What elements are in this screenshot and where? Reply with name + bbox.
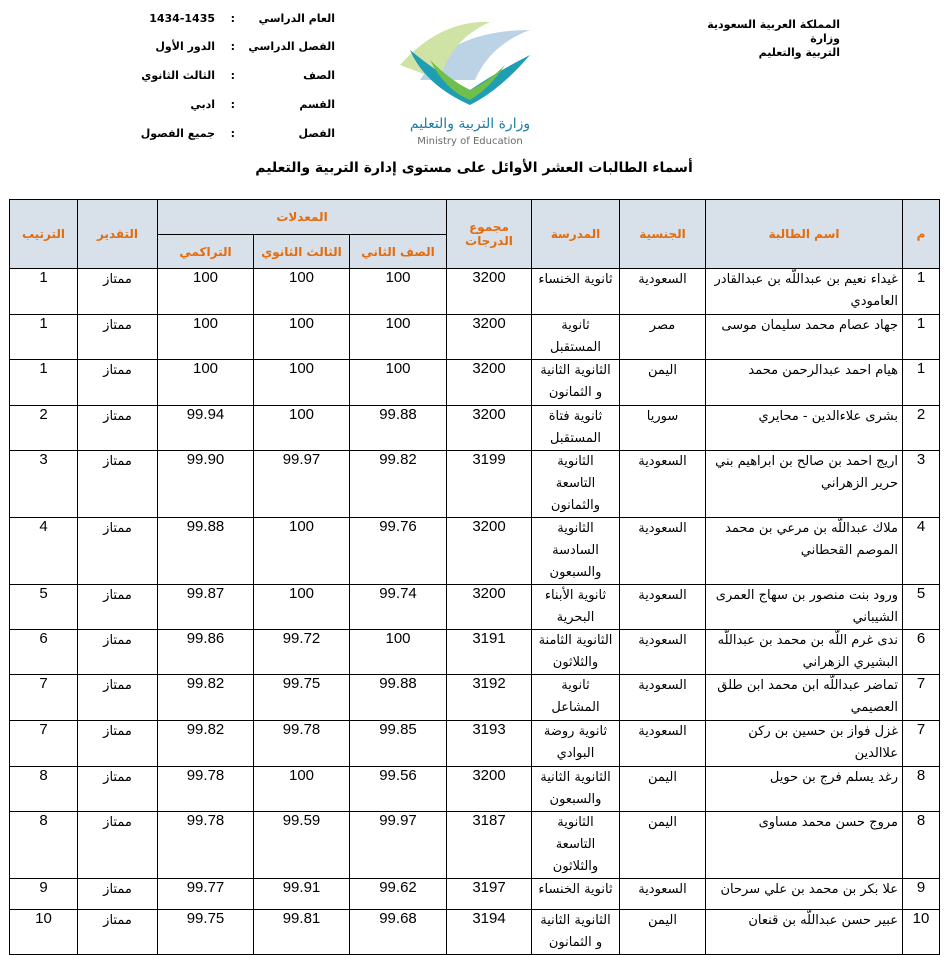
header-total: مجموع الدرجات xyxy=(447,200,532,269)
nationality-cell: السعودية xyxy=(620,630,706,675)
total-cell: 3192 xyxy=(447,675,532,721)
grade-cell: ممتاز xyxy=(78,910,158,955)
student-name-cell: ورود بنت منصور بن سهاج العمرى الشيباني xyxy=(706,585,903,630)
m-cell: 9 xyxy=(903,879,940,910)
header-name: اسم الطالبة xyxy=(706,200,903,269)
school-cell: الثانوية الثانية و الثمانون xyxy=(532,910,620,955)
nationality-cell: السعودية xyxy=(620,585,706,630)
total-cell: 3200 xyxy=(447,585,532,630)
student-name-cell: جهاد عصام محمد سليمان موسى xyxy=(706,315,903,360)
total-cell: 3200 xyxy=(447,269,532,315)
school-cell: الثانوية السادسة والسبعون xyxy=(532,518,620,585)
total-cell: 3200 xyxy=(447,518,532,585)
third-secondary-cell: 100 xyxy=(254,518,350,585)
rank-cell: 7 xyxy=(10,721,78,767)
student-name-cell: مروج حسن محمد مساوى xyxy=(706,812,903,879)
table-row xyxy=(10,269,940,315)
third-secondary-cell: 99.59 xyxy=(254,812,350,879)
total-cell: 3193 xyxy=(447,721,532,767)
results-table xyxy=(9,199,940,955)
cumulative-cell: 100 xyxy=(158,269,254,315)
nationality-cell: اليمن xyxy=(620,360,706,406)
second-grade-cell: 100 xyxy=(350,630,447,675)
info-row-class xyxy=(135,127,335,143)
cumulative-cell: 99.88 xyxy=(158,518,254,585)
rank-cell: 4 xyxy=(10,518,78,585)
m-cell: 1 xyxy=(903,269,940,315)
table-row xyxy=(10,721,940,767)
school-cell: ثانوية الخنساء xyxy=(532,879,620,910)
student-name-cell: ملاك عبداللّه بن مرعي بن محمد الموصم القحطاني xyxy=(706,518,903,585)
grade-cell: ممتاز xyxy=(78,406,158,451)
header-school: المدرسة xyxy=(532,200,620,269)
m-cell: 1 xyxy=(903,360,940,406)
table-row xyxy=(10,360,940,406)
student-name-cell: تماضر عبداللّه ابن محمد ابن طلق العصيمي xyxy=(706,675,903,721)
cumulative-cell: 99.75 xyxy=(158,910,254,955)
m-cell: 7 xyxy=(903,675,940,721)
grade-cell: ممتاز xyxy=(78,269,158,315)
student-name-cell: غيداء نعيم بن عبداللّه بن عبدالقادر العامودي xyxy=(706,269,903,315)
second-grade-cell: 99.82 xyxy=(350,451,447,518)
table-row xyxy=(10,675,940,721)
third-secondary-cell: 99.72 xyxy=(254,630,350,675)
student-name-cell: اريج احمد بن صالح بن ابراهيم بني حرير الزهراني xyxy=(706,451,903,518)
info-label: الصف xyxy=(303,69,335,82)
m-cell: 4 xyxy=(903,518,940,585)
table-row xyxy=(10,518,940,585)
school-cell: ثانوية الأبناء البحرية xyxy=(532,585,620,630)
school-cell: ثانوية الخنساء xyxy=(532,269,620,315)
m-cell: 7 xyxy=(903,721,940,767)
info-value: ادبي xyxy=(190,98,215,111)
cumulative-cell: 100 xyxy=(158,360,254,406)
second-grade-cell: 100 xyxy=(350,360,447,406)
info-value: 1434-1435 xyxy=(149,12,215,25)
header-m: م xyxy=(903,200,940,269)
school-cell: الثانوية الثانية والسبعون xyxy=(532,767,620,812)
table-row xyxy=(10,812,940,879)
m-cell: 6 xyxy=(903,630,940,675)
info-colon: : xyxy=(230,69,235,82)
second-grade-cell: 99.62 xyxy=(350,879,447,910)
ministry-header xyxy=(690,18,840,60)
rank-cell: 1 xyxy=(10,315,78,360)
cumulative-cell: 99.82 xyxy=(158,721,254,767)
cumulative-cell: 99.87 xyxy=(158,585,254,630)
total-cell: 3199 xyxy=(447,451,532,518)
table-row xyxy=(10,451,940,518)
header-rank: الترتيب xyxy=(10,200,78,269)
cumulative-cell: 99.78 xyxy=(158,812,254,879)
table-row xyxy=(10,879,940,910)
second-grade-cell: 99.76 xyxy=(350,518,447,585)
grade-cell: ممتاز xyxy=(78,360,158,406)
m-cell: 1 xyxy=(903,315,940,360)
grade-cell: ممتاز xyxy=(78,675,158,721)
info-row-term xyxy=(135,40,335,56)
table-row xyxy=(10,910,940,955)
header-cumulative: التراكمي xyxy=(158,235,254,269)
rank-cell: 8 xyxy=(10,767,78,812)
cumulative-cell: 99.86 xyxy=(158,630,254,675)
info-colon: : xyxy=(230,98,235,111)
nationality-cell: سوريا xyxy=(620,406,706,451)
rank-cell: 2 xyxy=(10,406,78,451)
total-cell: 3200 xyxy=(447,360,532,406)
third-secondary-cell: 100 xyxy=(254,585,350,630)
nationality-cell: السعودية xyxy=(620,879,706,910)
nationality-cell: السعودية xyxy=(620,451,706,518)
total-cell: 3194 xyxy=(447,910,532,955)
info-colon: : xyxy=(230,12,235,25)
cumulative-cell: 99.77 xyxy=(158,879,254,910)
rank-cell: 5 xyxy=(10,585,78,630)
grade-cell: ممتاز xyxy=(78,585,158,630)
total-cell: 3200 xyxy=(447,767,532,812)
rank-cell: 3 xyxy=(10,451,78,518)
ministry-logo xyxy=(380,10,560,152)
grade-cell: ممتاز xyxy=(78,518,158,585)
header-third-secondary: الثالث الثانوي xyxy=(254,235,350,269)
nationality-cell: اليمن xyxy=(620,767,706,812)
table-row xyxy=(10,767,940,812)
info-label: الفصل الدراسي xyxy=(248,40,335,53)
student-name-cell: علا بكر بن محمد بن علي سرحان xyxy=(706,879,903,910)
info-colon: : xyxy=(230,127,235,140)
third-secondary-cell: 100 xyxy=(254,269,350,315)
table-row xyxy=(10,630,940,675)
student-name-cell: غزل فواز بن حسين بن ركن علاالدين xyxy=(706,721,903,767)
school-cell: ثانوية فتاة المستقبل xyxy=(532,406,620,451)
grade-cell: ممتاز xyxy=(78,315,158,360)
rank-cell: 1 xyxy=(10,360,78,406)
student-name-cell: عبير حسن عبداللّه بن قنعان xyxy=(706,910,903,955)
table-row xyxy=(10,315,940,360)
table-row xyxy=(10,585,940,630)
second-grade-cell: 99.88 xyxy=(350,675,447,721)
total-cell: 3200 xyxy=(447,406,532,451)
third-secondary-cell: 99.75 xyxy=(254,675,350,721)
total-cell: 3191 xyxy=(447,630,532,675)
third-secondary-cell: 100 xyxy=(254,360,350,406)
rank-cell: 1 xyxy=(10,269,78,315)
cumulative-cell: 100 xyxy=(158,315,254,360)
rank-cell: 6 xyxy=(10,630,78,675)
total-cell: 3187 xyxy=(447,812,532,879)
student-name-cell: رغد يسلم فرج بن حويل xyxy=(706,767,903,812)
m-cell: 10 xyxy=(903,910,940,955)
cumulative-cell: 99.94 xyxy=(158,406,254,451)
info-label: العام الدراسي xyxy=(258,12,335,25)
second-grade-cell: 99.68 xyxy=(350,910,447,955)
second-grade-cell: 99.97 xyxy=(350,812,447,879)
third-secondary-cell: 99.91 xyxy=(254,879,350,910)
nationality-cell: السعودية xyxy=(620,721,706,767)
school-cell: ثانوية روضة البوادي xyxy=(532,721,620,767)
second-grade-cell: 99.85 xyxy=(350,721,447,767)
grade-cell: ممتاز xyxy=(78,721,158,767)
m-cell: 5 xyxy=(903,585,940,630)
second-grade-cell: 100 xyxy=(350,315,447,360)
third-secondary-cell: 99.78 xyxy=(254,721,350,767)
student-name-cell: هيام احمد عبدالرحمن محمد xyxy=(706,360,903,406)
info-row-year xyxy=(135,12,335,28)
school-cell: ثانوية المستقبل xyxy=(532,315,620,360)
rank-cell: 7 xyxy=(10,675,78,721)
rank-cell: 9 xyxy=(10,879,78,910)
header-grade: التقدير xyxy=(78,200,158,269)
school-cell: الثانوية التاسعة والثمانون xyxy=(532,451,620,518)
m-cell: 3 xyxy=(903,451,940,518)
header-nationality: الجنسية xyxy=(620,200,706,269)
third-secondary-cell: 100 xyxy=(254,406,350,451)
student-name-cell: بشرى علاءالدين - محايري xyxy=(706,406,903,451)
grade-cell: ممتاز xyxy=(78,879,158,910)
second-grade-cell: 100 xyxy=(350,269,447,315)
second-grade-cell: 99.88 xyxy=(350,406,447,451)
rank-cell: 10 xyxy=(10,910,78,955)
student-name-cell: ندى غرم اللّه بن محمد بن عبداللّه البشيري الزهراني xyxy=(706,630,903,675)
nationality-cell: السعودية xyxy=(620,675,706,721)
ministry-line-1: المملكة العربية السعودية وزارة xyxy=(707,18,840,45)
cumulative-cell: 99.82 xyxy=(158,675,254,721)
info-value: الدور الأول xyxy=(155,40,215,53)
document-title: أسماء الطالبات العشر الأوائل على مستوى إدارة التربية والتعليم xyxy=(255,160,693,176)
third-secondary-cell: 99.81 xyxy=(254,910,350,955)
school-cell: الثانوية الثامنة والثلاثون xyxy=(532,630,620,675)
cumulative-cell: 99.90 xyxy=(158,451,254,518)
second-grade-cell: 99.74 xyxy=(350,585,447,630)
info-value: الثالث الثانوي xyxy=(141,69,215,82)
grade-cell: ممتاز xyxy=(78,451,158,518)
school-cell: ثانوية المشاعل xyxy=(532,675,620,721)
info-row-grade xyxy=(135,69,335,85)
grade-cell: ممتاز xyxy=(78,630,158,675)
school-cell: الثانوية التاسعة والثلاثون xyxy=(532,812,620,879)
third-secondary-cell: 99.97 xyxy=(254,451,350,518)
grade-cell: ممتاز xyxy=(78,812,158,879)
nationality-cell: السعودية xyxy=(620,518,706,585)
m-cell: 8 xyxy=(903,767,940,812)
header-averages: المعدلات xyxy=(158,200,447,235)
table-row xyxy=(10,406,940,451)
nationality-cell: اليمن xyxy=(620,812,706,879)
info-colon: : xyxy=(230,40,235,53)
third-secondary-cell: 100 xyxy=(254,767,350,812)
info-row-section xyxy=(135,98,335,114)
ministry-line-2: التربية والتعليم xyxy=(758,46,840,59)
total-cell: 3197 xyxy=(447,879,532,910)
second-grade-cell: 99.56 xyxy=(350,767,447,812)
third-secondary-cell: 100 xyxy=(254,315,350,360)
cumulative-cell: 99.78 xyxy=(158,767,254,812)
info-value: جميع الفصول xyxy=(140,127,215,140)
info-label: الفصل xyxy=(298,127,335,140)
total-cell: 3200 xyxy=(447,315,532,360)
m-cell: 2 xyxy=(903,406,940,451)
nationality-cell: السعودية xyxy=(620,269,706,315)
nationality-cell: اليمن xyxy=(620,910,706,955)
nationality-cell: مصر xyxy=(620,315,706,360)
m-cell: 8 xyxy=(903,812,940,879)
school-cell: الثانوية الثانية و الثمانون xyxy=(532,360,620,406)
logo-english-text: Ministry of Education xyxy=(417,136,523,147)
rank-cell: 8 xyxy=(10,812,78,879)
logo-arabic-text: وزارة التربية والتعليم xyxy=(409,116,531,132)
info-label: القسم xyxy=(299,98,335,111)
header-second-grade: الصف الثاني xyxy=(350,235,447,269)
grade-cell: ممتاز xyxy=(78,767,158,812)
